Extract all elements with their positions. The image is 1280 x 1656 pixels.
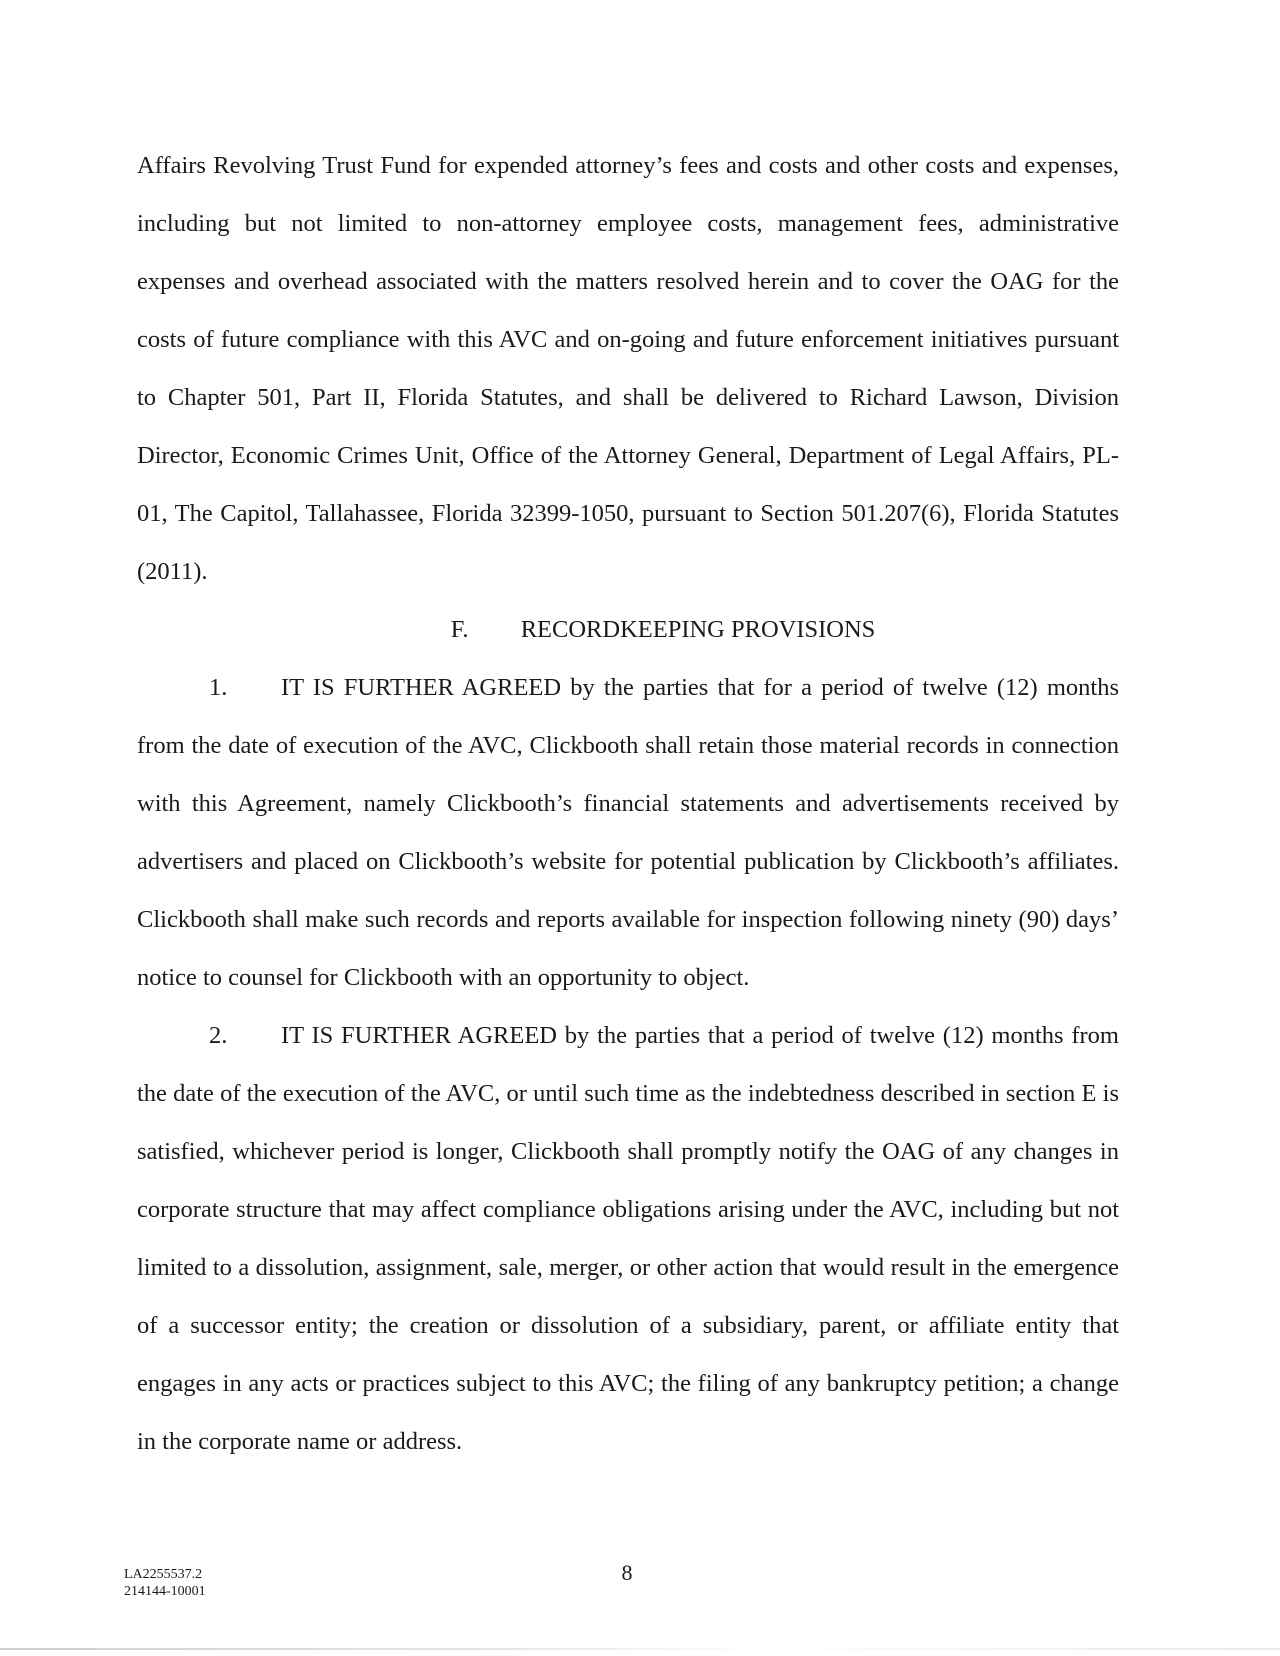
scan-edge-line [0,1648,1280,1650]
document-identifier [124,1566,206,1600]
section-title: RECORDKEEPING PROVISIONS [520,616,876,643]
page-number: 8 [621,1560,633,1585]
numbered-paragraph-1 [137,659,1119,1007]
section-heading [137,601,1119,659]
paragraph-text: IT IS FURTHER AGREED by the parties that for a period of twelve (12) months from the date of execution of the AVC, Clickbooth shall retain those material records in connection with this Agreement, namely Clickbooth’s financial statements and advertisements received by advertisers and placed on Clickbooth’s website for potential publication by Clickbooth’s affiliates. Clickbooth shall make such records and reports available for inspection following ninety (90) days’ notice to counsel for Clickbooth with an opportunity to object. [137,674,1119,991]
paragraph-number: 2. [209,1022,228,1049]
numbered-paragraph-2 [137,1007,1119,1471]
section-letter: F. [450,616,469,643]
paragraph-number: 1. [209,674,228,701]
doc-id-line-1: LA2255537.2 [124,1567,203,1582]
document-body [137,137,1119,1471]
doc-id-line-2: 214144-10001 [124,1584,206,1599]
paragraph-text: IT IS FURTHER AGREED by the parties that a period of twelve (12) months from the date of the execution of the AVC, or until such time as the indebtedness described in section E is satisfied, whichever period is longer, Clickbooth shall promptly notify the OAG of any changes in corporate structure that may affect compliance obligations arising under the AVC, including but not limited to a dissolution, assignment, sale, merger, or other action that would result in the emergence of a successor entity; the creation or dissolution of a subsidiary, parent, or affiliate entity that engages in any acts or practices subject to this AVC; the filing of any bankruptcy petition; a change in the corporate name or address. [137,1022,1119,1455]
opening-paragraph: Affairs Revolving Trust Fund for expended attorney’s fees and costs and other costs and expenses, including but not limited to non-attorney employee costs, management fees, administrative expenses and overhead associated with the matters resolved herein and to cover the OAG for the costs of future compliance with this AVC and on-going and future enforcement initiatives pursuant to Chapter 501, Part II, Florida Statutes, and shall be delivered to Richard Lawson, Division Director, Economic Crimes Unit, Office of the Attorney General, Department of Legal Affairs, PL-01, The Capitol, Tallahassee, Florida 32399-1050, pursuant to Section 501.207(6), Florida Statutes (2011). [137,152,1119,585]
